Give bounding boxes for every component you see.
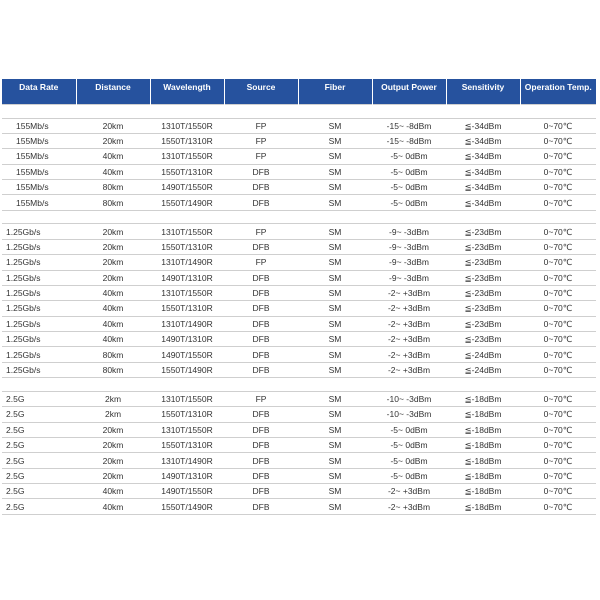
cell-wavelength: 1490T/1550R	[150, 484, 224, 499]
cell-data-rate: 155Mb/s	[2, 180, 76, 195]
cell-operation-temp: 0~70℃	[520, 301, 596, 316]
cell-sensitivity: ≦-23dBm	[446, 270, 520, 285]
cell-distance: 40km	[76, 332, 150, 347]
cell-source: DFB	[224, 422, 298, 437]
cell-wavelength: 1490T/1550R	[150, 180, 224, 195]
cell-operation-temp: 0~70℃	[520, 316, 596, 331]
cell-wavelength: 1550T/1310R	[150, 164, 224, 179]
cell-wavelength: 1490T/1310R	[150, 468, 224, 483]
cell-sensitivity: ≦-23dBm	[446, 332, 520, 347]
cell-sensitivity: ≦-34dBm	[446, 118, 520, 133]
cell-operation-temp: 0~70℃	[520, 270, 596, 285]
cell-wavelength: 1310T/1550R	[150, 391, 224, 406]
cell-distance: 20km	[76, 118, 150, 133]
cell-wavelength: 1310T/1550R	[150, 422, 224, 437]
table-row	[2, 239, 596, 254]
cell-wavelength: 1550T/1310R	[150, 133, 224, 148]
header-data-rate: Data Rate	[2, 79, 76, 105]
cell-data-rate: 1.25Gb/s	[2, 301, 76, 316]
cell-fiber: SM	[298, 270, 372, 285]
cell-source: DFB	[224, 437, 298, 452]
cell-distance: 40km	[76, 285, 150, 300]
cell-output-power: -10~ -3dBm	[372, 407, 446, 422]
cell-sensitivity: ≦-23dBm	[446, 224, 520, 239]
cell-fiber: SM	[298, 316, 372, 331]
cell-fiber: SM	[298, 332, 372, 347]
cell-output-power: -5~ 0dBm	[372, 195, 446, 210]
cell-output-power: -2~ +3dBm	[372, 362, 446, 377]
cell-wavelength: 1550T/1310R	[150, 407, 224, 422]
cell-distance: 20km	[76, 255, 150, 270]
cell-source: DFB	[224, 484, 298, 499]
header-wavelength: Wavelength	[150, 79, 224, 105]
cell-sensitivity: ≦-23dBm	[446, 301, 520, 316]
cell-sensitivity: ≦-23dBm	[446, 255, 520, 270]
cell-fiber: SM	[298, 422, 372, 437]
cell-wavelength: 1310T/1490R	[150, 316, 224, 331]
cell-source: FP	[224, 118, 298, 133]
table-row	[2, 347, 596, 362]
cell-operation-temp: 0~70℃	[520, 332, 596, 347]
cell-operation-temp: 0~70℃	[520, 453, 596, 468]
cell-output-power: -9~ -3dBm	[372, 270, 446, 285]
cell-operation-temp: 0~70℃	[520, 255, 596, 270]
table-row	[2, 133, 596, 148]
table-row	[2, 255, 596, 270]
cell-data-rate: 1.25Gb/s	[2, 255, 76, 270]
cell-operation-temp: 0~70℃	[520, 391, 596, 406]
group-separator-cell	[2, 105, 596, 119]
cell-fiber: SM	[298, 285, 372, 300]
table-row	[2, 468, 596, 483]
cell-operation-temp: 0~70℃	[520, 422, 596, 437]
cell-distance: 20km	[76, 133, 150, 148]
cell-fiber: SM	[298, 133, 372, 148]
cell-wavelength: 1310T/1550R	[150, 224, 224, 239]
table-row	[2, 422, 596, 437]
cell-output-power: -9~ -3dBm	[372, 239, 446, 254]
cell-sensitivity: ≦-34dBm	[446, 164, 520, 179]
cell-source: DFB	[224, 407, 298, 422]
cell-source: DFB	[224, 468, 298, 483]
cell-data-rate: 2.5G	[2, 499, 76, 514]
table-row	[2, 118, 596, 133]
cell-distance: 40km	[76, 149, 150, 164]
header-fiber: Fiber	[298, 79, 372, 105]
cell-distance: 20km	[76, 453, 150, 468]
cell-data-rate: 1.25Gb/s	[2, 347, 76, 362]
cell-sensitivity: ≦-34dBm	[446, 180, 520, 195]
cell-fiber: SM	[298, 149, 372, 164]
header-operation-temp: Operation Temp.	[520, 79, 596, 105]
cell-distance: 20km	[76, 422, 150, 437]
cell-output-power: -2~ +3dBm	[372, 499, 446, 514]
cell-data-rate: 155Mb/s	[2, 149, 76, 164]
cell-source: DFB	[224, 180, 298, 195]
cell-wavelength: 1490T/1310R	[150, 270, 224, 285]
group-separator-cell	[2, 378, 596, 392]
cell-operation-temp: 0~70℃	[520, 285, 596, 300]
cell-output-power: -5~ 0dBm	[372, 453, 446, 468]
table-row	[2, 391, 596, 406]
cell-distance: 40km	[76, 484, 150, 499]
cell-source: DFB	[224, 347, 298, 362]
cell-fiber: SM	[298, 468, 372, 483]
cell-fiber: SM	[298, 437, 372, 452]
header-sensitivity: Sensitivity	[446, 79, 520, 105]
cell-output-power: -15~ -8dBm	[372, 118, 446, 133]
cell-source: DFB	[224, 285, 298, 300]
cell-distance: 20km	[76, 239, 150, 254]
cell-data-rate: 1.25Gb/s	[2, 285, 76, 300]
cell-source: FP	[224, 255, 298, 270]
cell-fiber: SM	[298, 239, 372, 254]
cell-sensitivity: ≦-18dBm	[446, 407, 520, 422]
cell-wavelength: 1310T/1550R	[150, 149, 224, 164]
cell-data-rate: 2.5G	[2, 407, 76, 422]
table-row	[2, 301, 596, 316]
specifications-table	[2, 79, 596, 515]
cell-wavelength: 1490T/1550R	[150, 347, 224, 362]
table-row	[2, 149, 596, 164]
group-separator-row	[2, 210, 596, 224]
cell-distance: 40km	[76, 316, 150, 331]
cell-source: DFB	[224, 499, 298, 514]
cell-distance: 80km	[76, 362, 150, 377]
cell-sensitivity: ≦-18dBm	[446, 468, 520, 483]
cell-data-rate: 1.25Gb/s	[2, 224, 76, 239]
cell-fiber: SM	[298, 347, 372, 362]
cell-fiber: SM	[298, 255, 372, 270]
cell-data-rate: 155Mb/s	[2, 133, 76, 148]
header-output-power: Output Power	[372, 79, 446, 105]
header-distance: Distance	[76, 79, 150, 105]
table-row	[2, 407, 596, 422]
cell-fiber: SM	[298, 164, 372, 179]
cell-source: DFB	[224, 453, 298, 468]
cell-fiber: SM	[298, 224, 372, 239]
cell-source: FP	[224, 224, 298, 239]
cell-wavelength: 1550T/1490R	[150, 195, 224, 210]
cell-output-power: -5~ 0dBm	[372, 164, 446, 179]
table-row	[2, 195, 596, 210]
cell-operation-temp: 0~70℃	[520, 468, 596, 483]
cell-fiber: SM	[298, 407, 372, 422]
cell-wavelength: 1550T/1310R	[150, 437, 224, 452]
cell-distance: 2km	[76, 407, 150, 422]
cell-distance: 40km	[76, 499, 150, 514]
cell-data-rate: 1.25Gb/s	[2, 270, 76, 285]
cell-operation-temp: 0~70℃	[520, 499, 596, 514]
cell-source: DFB	[224, 270, 298, 285]
cell-sensitivity: ≦-34dBm	[446, 149, 520, 164]
cell-output-power: -5~ 0dBm	[372, 149, 446, 164]
cell-sensitivity: ≦-18dBm	[446, 484, 520, 499]
cell-wavelength: 1310T/1550R	[150, 118, 224, 133]
table-body	[2, 105, 596, 515]
cell-source: DFB	[224, 362, 298, 377]
cell-wavelength: 1550T/1490R	[150, 499, 224, 514]
cell-data-rate: 1.25Gb/s	[2, 316, 76, 331]
cell-fiber: SM	[298, 362, 372, 377]
cell-fiber: SM	[298, 453, 372, 468]
cell-distance: 20km	[76, 224, 150, 239]
cell-operation-temp: 0~70℃	[520, 362, 596, 377]
cell-data-rate: 1.25Gb/s	[2, 239, 76, 254]
table-row	[2, 332, 596, 347]
group-separator-row	[2, 105, 596, 119]
cell-output-power: -5~ 0dBm	[372, 437, 446, 452]
cell-wavelength: 1550T/1310R	[150, 301, 224, 316]
cell-data-rate: 1.25Gb/s	[2, 362, 76, 377]
cell-operation-temp: 0~70℃	[520, 347, 596, 362]
cell-source: DFB	[224, 332, 298, 347]
cell-sensitivity: ≦-18dBm	[446, 499, 520, 514]
group-separator-cell	[2, 210, 596, 224]
group-separator-row	[2, 378, 596, 392]
cell-output-power: -5~ 0dBm	[372, 468, 446, 483]
cell-fiber: SM	[298, 118, 372, 133]
table-row	[2, 437, 596, 452]
cell-output-power: -2~ +3dBm	[372, 332, 446, 347]
cell-wavelength: 1550T/1490R	[150, 362, 224, 377]
cell-distance: 2km	[76, 391, 150, 406]
cell-output-power: -5~ 0dBm	[372, 180, 446, 195]
cell-distance: 20km	[76, 468, 150, 483]
cell-output-power: -9~ -3dBm	[372, 255, 446, 270]
cell-sensitivity: ≦-34dBm	[446, 195, 520, 210]
cell-sensitivity: ≦-23dBm	[446, 285, 520, 300]
cell-fiber: SM	[298, 499, 372, 514]
cell-sensitivity: ≦-23dBm	[446, 239, 520, 254]
cell-source: DFB	[224, 164, 298, 179]
table-row	[2, 270, 596, 285]
cell-data-rate: 1.25Gb/s	[2, 332, 76, 347]
table-row	[2, 499, 596, 514]
cell-operation-temp: 0~70℃	[520, 149, 596, 164]
cell-operation-temp: 0~70℃	[520, 407, 596, 422]
cell-wavelength: 1310T/1490R	[150, 255, 224, 270]
cell-wavelength: 1310T/1550R	[150, 285, 224, 300]
cell-output-power: -10~ -3dBm	[372, 391, 446, 406]
cell-output-power: -2~ +3dBm	[372, 316, 446, 331]
table-row	[2, 164, 596, 179]
cell-operation-temp: 0~70℃	[520, 437, 596, 452]
cell-data-rate: 155Mb/s	[2, 164, 76, 179]
cell-output-power: -2~ +3dBm	[372, 301, 446, 316]
header-source: Source	[224, 79, 298, 105]
cell-source: DFB	[224, 239, 298, 254]
table-row	[2, 224, 596, 239]
cell-distance: 40km	[76, 301, 150, 316]
cell-data-rate: 155Mb/s	[2, 118, 76, 133]
cell-operation-temp: 0~70℃	[520, 484, 596, 499]
cell-source: FP	[224, 391, 298, 406]
cell-distance: 80km	[76, 195, 150, 210]
cell-distance: 20km	[76, 270, 150, 285]
cell-sensitivity: ≦-18dBm	[446, 422, 520, 437]
table-row	[2, 453, 596, 468]
cell-source: FP	[224, 133, 298, 148]
cell-output-power: -15~ -8dBm	[372, 133, 446, 148]
cell-output-power: -2~ +3dBm	[372, 285, 446, 300]
cell-source: FP	[224, 149, 298, 164]
cell-source: DFB	[224, 301, 298, 316]
cell-sensitivity: ≦-18dBm	[446, 437, 520, 452]
cell-sensitivity: ≦-18dBm	[446, 453, 520, 468]
cell-sensitivity: ≦-34dBm	[446, 133, 520, 148]
cell-output-power: -9~ -3dBm	[372, 224, 446, 239]
cell-data-rate: 155Mb/s	[2, 195, 76, 210]
cell-distance: 40km	[76, 164, 150, 179]
cell-fiber: SM	[298, 484, 372, 499]
cell-data-rate: 2.5G	[2, 391, 76, 406]
cell-data-rate: 2.5G	[2, 422, 76, 437]
cell-data-rate: 2.5G	[2, 453, 76, 468]
table-row	[2, 484, 596, 499]
cell-output-power: -2~ +3dBm	[372, 347, 446, 362]
cell-distance: 80km	[76, 347, 150, 362]
cell-distance: 80km	[76, 180, 150, 195]
table-header-row	[2, 79, 596, 105]
table-row	[2, 285, 596, 300]
cell-sensitivity: ≦-24dBm	[446, 347, 520, 362]
cell-operation-temp: 0~70℃	[520, 224, 596, 239]
cell-fiber: SM	[298, 301, 372, 316]
cell-sensitivity: ≦-23dBm	[446, 316, 520, 331]
cell-data-rate: 2.5G	[2, 484, 76, 499]
cell-data-rate: 2.5G	[2, 468, 76, 483]
cell-operation-temp: 0~70℃	[520, 164, 596, 179]
cell-wavelength: 1550T/1310R	[150, 239, 224, 254]
cell-sensitivity: ≦-24dBm	[446, 362, 520, 377]
cell-fiber: SM	[298, 391, 372, 406]
cell-fiber: SM	[298, 180, 372, 195]
cell-operation-temp: 0~70℃	[520, 239, 596, 254]
cell-output-power: -5~ 0dBm	[372, 422, 446, 437]
cell-data-rate: 2.5G	[2, 437, 76, 452]
cell-operation-temp: 0~70℃	[520, 195, 596, 210]
cell-distance: 20km	[76, 437, 150, 452]
cell-source: DFB	[224, 316, 298, 331]
table-row	[2, 362, 596, 377]
table-row	[2, 316, 596, 331]
cell-fiber: SM	[298, 195, 372, 210]
cell-operation-temp: 0~70℃	[520, 180, 596, 195]
cell-wavelength: 1310T/1490R	[150, 453, 224, 468]
cell-wavelength: 1490T/1310R	[150, 332, 224, 347]
cell-operation-temp: 0~70℃	[520, 133, 596, 148]
table-row	[2, 180, 596, 195]
cell-source: DFB	[224, 195, 298, 210]
cell-sensitivity: ≦-18dBm	[446, 391, 520, 406]
cell-output-power: -2~ +3dBm	[372, 484, 446, 499]
cell-operation-temp: 0~70℃	[520, 118, 596, 133]
